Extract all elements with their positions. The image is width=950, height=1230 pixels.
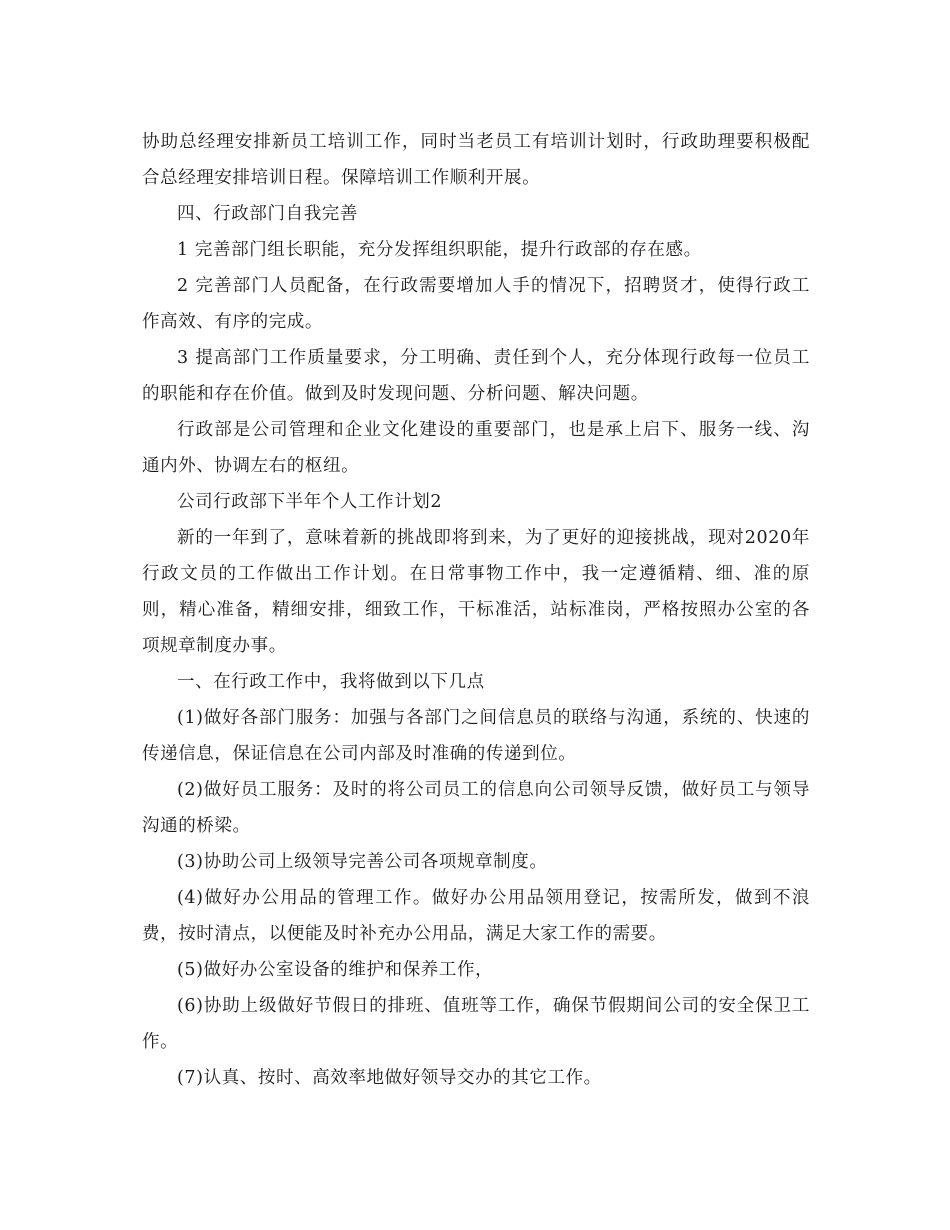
paragraph-item-3: 3 提高部门工作质量要求，分工明确、责任到个人，充分体现行政每一位员工的职能和存在价值。做到及时发现问题、分析问题、解决问题。	[142, 348, 810, 404]
paragraph-item-2: 2 完善部门人员配备，在行政需要增加人手的情况下，招聘贤才，使得行政工作高效、有序的完成。	[142, 276, 810, 332]
list-item-4: (4)做好办公用品的管理工作。做好办公用品领用登记，按需所发，做到不浪费，按时清点，以便能及时补充办公用品，满足大家工作的需要。	[142, 888, 810, 944]
paragraph-item-1: 1 完善部门组长职能，充分发挥组织职能，提升行政部的存在感。	[177, 240, 702, 260]
section-title-plan-2: 公司行政部下半年个人工作计划2	[177, 492, 443, 512]
list-item-7: (7)认真、按时、高效率地做好领导交办的其它工作。	[177, 1068, 602, 1088]
paragraph-intro: 新的一年到了，意味着新的挑战即将到来，为了更好的迎接挑战，现对2020年行政文员的工作做出工作计划。在日常事物工作中，我一定遵循精、细、准的原则，精心准备，精细安排，细致工作，干标准活，站标准岗，严格按照办公室的各项规章制度办事。	[142, 528, 810, 656]
list-item-3: (3)协助公司上级领导完善公司各项规章制度。	[177, 852, 548, 872]
document-body	[142, 124, 810, 1096]
paragraph-summary: 行政部是公司管理和企业文化建设的重要部门，也是承上启下、服务一线、沟通内外、协调左右的枢纽。	[142, 420, 810, 476]
list-item-5: (5)做好办公室设备的维护和保养工作，	[177, 960, 494, 980]
list-item-2: (2)做好员工服务：及时的将公司员工的信息向公司领导反馈，做好员工与领导沟通的桥梁。	[142, 780, 810, 836]
list-item-1: (1)做好各部门服务：加强与各部门之间信息员的联络与沟通，系统的、快速的传递信息，保证信息在公司内部及时准确的传递到位。	[142, 708, 810, 764]
section-heading-self-improvement: 四、行政部门自我完善	[177, 204, 358, 224]
list-item-6: (6)协助上级做好节假日的排班、值班等工作，确保节假期间公司的安全保卫工作。	[142, 996, 810, 1052]
section-heading-admin-work: 一、在行政工作中，我将做到以下几点	[177, 672, 485, 692]
paragraph-training-continued: 协助总经理安排新员工培训工作，同时当老员工有培训计划时，行政助理要积极配合总经理安排培训日程。保障培训工作顺利开展。	[142, 132, 810, 188]
